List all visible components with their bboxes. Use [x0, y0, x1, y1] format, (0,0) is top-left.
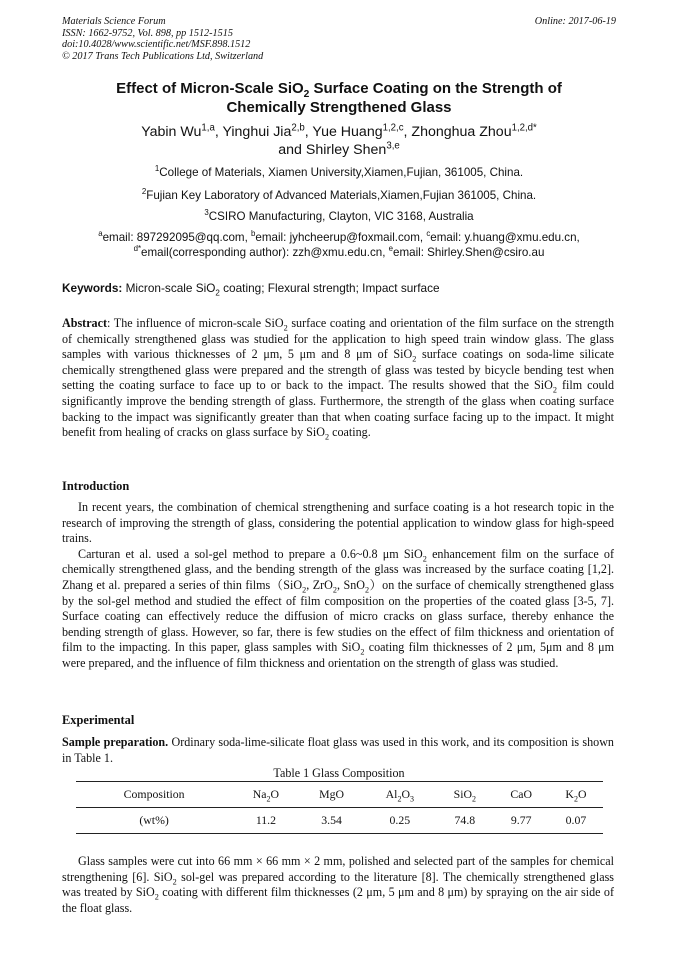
- abstract: Abstract: The influence of micron-scale SiO$_2$ surface coating and orientation of the film surface on the strength of chemically strengthened glass was studied for the application to high speed train window glass. The glass samples with various thicknesses of 2 μm, 5 μm and 8 μm of SiO$_2$ surface coatings on soda-lime silicate chemically strengthened glass were prepared and the strength of glass was tested by bicycle bending test when setting the coating surface to face up to or back to the impact. The results showed that the SiO$_2$ film could significantly improve the bending strength of glass. Furthermore, the strength of the glass when coating surface backing to the impact was significantly greater than that when coating surface facing up to the impact. It might benefit from healing of cracks on glass surface by SiO$_2$ coating.: [62, 316, 614, 442]
- journal-header: [62, 16, 263, 62]
- author-name: Yinghui Jia: [222, 124, 292, 140]
- table-header-cell: SiO$_2$: [436, 782, 493, 808]
- table-cell: 3.54: [300, 808, 364, 834]
- introduction-text: [62, 500, 614, 672]
- online-date: Online: 2017-06-19: [534, 16, 616, 27]
- abstract-label: Abstract: [62, 316, 108, 330]
- email-block: [62, 231, 616, 260]
- introduction-heading: Introduction: [62, 479, 130, 493]
- table-cell: (wt%): [76, 808, 232, 834]
- table-header-row: [76, 782, 603, 808]
- author-line-2: and Shirley Shen$^{3,e}$: [278, 140, 400, 158]
- table-cell: 0.07: [549, 808, 603, 834]
- table-cell: 74.8: [436, 808, 493, 834]
- journal-doi: doi:10.4028/www.scientific.net/MSF.898.1512: [62, 39, 251, 50]
- table-header-cell: $Na_2O$: [232, 782, 299, 808]
- title-line-2: Chemically Strengthened Glass: [226, 99, 452, 116]
- table-cell: 0.25: [364, 808, 437, 834]
- experimental-heading: Experimental: [62, 713, 135, 727]
- affiliation-3: $^3$CSIRO Manufacturing, Clayton, VIC 3168, Australia: [204, 208, 474, 223]
- table-header-cell: $Al_2O_3$: [364, 782, 437, 808]
- email-line-1: $^a$email: 897292095@qq.com, $^b$email: jyhcheerup@foxmail.com, $^c$email: y.huang@xmu.edu.cn,: [98, 229, 580, 244]
- intro-paragraph-1: In recent years, the combination of chemical strengthening and surface coating is a hot research topic in the research of improving the strength of glass, considering the potential application to window glass for high-speed trains.: [62, 500, 614, 546]
- author-name: and Shirley Shen: [278, 142, 387, 158]
- keywords: Keywords: Micron-scale SiO$_2$ coating; Flexural strength; Impact surface: [62, 281, 440, 298]
- title-line-1: Effect of Micron-Scale SiO$_2$ Surface Coating on the Strength of: [116, 80, 562, 100]
- journal-name: Materials Science Forum: [62, 16, 166, 27]
- table-row: [76, 808, 603, 834]
- sample-preparation: Sample preparation. Ordinary soda-lime-silicate float glass was used in this work, and its composition is shown in Table 1.: [62, 735, 614, 765]
- experimental-text: [62, 854, 614, 916]
- journal-copyright: © 2017 Trans Tech Publications Ltd, Switzerland: [62, 50, 264, 62]
- author-name: Zhonghua Zhou: [411, 124, 512, 140]
- composition-table: [76, 781, 603, 834]
- author-name: Yue Huang: [312, 124, 383, 140]
- table-cell: 11.2: [232, 808, 299, 834]
- table-header-cell: CaO: [494, 782, 549, 808]
- table-header-cell: Composition: [76, 782, 232, 808]
- journal-issn: ISSN: 1662-9752, Vol. 898, pp 1512-1515: [62, 27, 233, 39]
- author-line-1: Yabin Wu$^{1,a}$, Yinghui Jia$^{2,b}$, Yue Huang$^{1,2,c}$, Zhonghua Zhou$^{1,2,d*}$: [141, 122, 537, 140]
- table-cell: 9.77: [494, 808, 549, 834]
- keywords-label: Keywords:: [62, 281, 123, 295]
- email-line-2: $^{d*}$email(corresponding author): zzh@xmu.edu.cn, $^e$email: Shirley.Shen@csiro.au: [133, 243, 545, 259]
- table-header-cell: MgO: [300, 782, 364, 808]
- author-list: [62, 123, 616, 159]
- table-caption: Table 1 Glass Composition: [273, 766, 405, 780]
- affiliation-2: $^2$Fujian Key Laboratory of Advanced Materials,Xiamen,Fujian 361005, China.: [141, 187, 537, 202]
- affiliation-1: $^1$College of Materials, Xiamen University,Xiamen,Fujian, 361005, China.: [154, 164, 524, 179]
- table-header-cell: $K_2O$: [549, 782, 603, 808]
- author-name: Yabin Wu: [141, 124, 202, 140]
- experimental-paragraph: Glass samples were cut into 66 mm × 66 mm × 2 mm, polished and selected part of the samples for chemical strengthening [6]. SiO$_2$ sol-gel was prepared according to the literature [8]. The chemically strengthened glass was treated by SiO$_2$ coating with different film thicknesses (2 μm, 5 μm and 8 μm) by spraying on the air side of the float glass.: [62, 854, 614, 915]
- paper-title: [62, 79, 616, 117]
- sample-preparation-label: Sample preparation.: [62, 735, 169, 749]
- intro-paragraph-2: Carturan et al. used a sol-gel method to prepare a 0.6~0.8 μm SiO$_2$ enhancement film on the surface of chemically strengthened glass, and the bending strength of the glass was increased by the surface coating [1,2]. Zhang et al. prepared a series of thin films（SiO$_2$, ZrO$_2$, SnO$_2$）on the surface of chemically strengthened glass by the sol-gel method and studied the effect of film composition on the properties of the coated glass [3-5, 7]. Surface coating can effectively reduce the diffusion of micro cracks on glass surface, thereby enhance the bending strength of glass. However, so far, there is few studies on the effect of film thickness and orientation of film to the impacting. In this paper, glass samples with SiO$_2$ coating film thicknesses of 2 μm, 5μm and 8 μm were prepared, and the influence of film thickness and orientation on the strength of glass was studied.: [62, 546, 614, 670]
